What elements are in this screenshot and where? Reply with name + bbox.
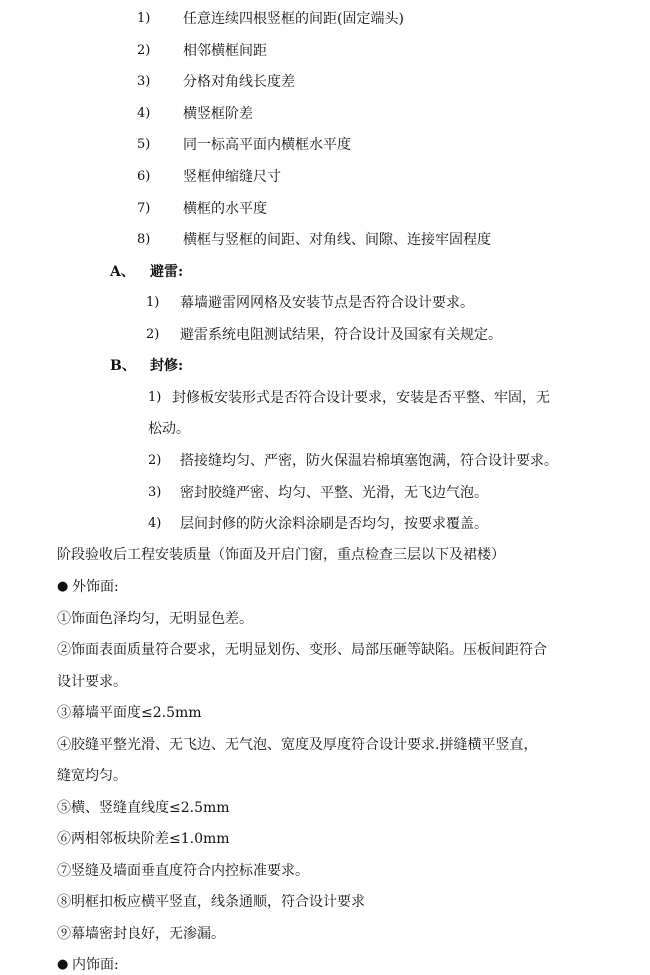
exterior-item-continued: 设计要求。 xyxy=(57,674,127,690)
list-item-number: 3) xyxy=(148,485,162,500)
exterior-item: ⑤横、竖缝直线度≤2.5mm xyxy=(57,800,230,816)
list-item-number: 2) xyxy=(148,453,162,468)
list-item-text-continued: 松动。 xyxy=(148,421,190,437)
section-b-title: 封修: xyxy=(150,358,184,374)
list-item-text: 分格对角线长度差 xyxy=(183,74,295,90)
section-a-title: 避雷: xyxy=(150,264,184,280)
list-item-number: 5) xyxy=(137,137,151,152)
list-item-text: 封修板安装形式是否符合设计要求，安装是否平整、牢固，无 xyxy=(172,390,550,406)
list-item-text: 横框的水平度 xyxy=(183,201,267,217)
list-item-number: 1) xyxy=(137,11,151,26)
list-item-number: 8) xyxy=(137,232,151,247)
exterior-item-continued: 缝宽均匀。 xyxy=(57,768,127,784)
list-item-text: 相邻横框间距 xyxy=(183,43,267,59)
section-a-label: A、 xyxy=(110,264,135,280)
list-item-number: 3) xyxy=(137,74,151,89)
section-b-label: B、 xyxy=(110,358,136,374)
list-item-text: 避雷系统电阻测试结果，符合设计及国家有关规定。 xyxy=(180,327,502,343)
list-item-number: 1) xyxy=(146,295,160,310)
bullet-icon: ● xyxy=(57,579,69,594)
exterior-item: ④胶缝平整光滑、无飞边、无气泡、宽度及厚度符合设计要求.拼缝横平竖直， xyxy=(57,737,538,753)
list-item-text: 横框与竖框的间距、对角线、间隙、连接牢固程度 xyxy=(183,232,491,248)
list-item-number: 4) xyxy=(148,516,162,531)
list-item-number: 4) xyxy=(137,106,151,121)
exterior-heading: 外饰面: xyxy=(72,579,119,595)
list-item-number: 2) xyxy=(146,327,160,342)
exterior-item: ②饰面表面质量符合要求，无明显划伤、变形、局部压砸等缺陷。压板间距符合 xyxy=(57,642,547,658)
bullet-icon: ● xyxy=(57,957,69,972)
exterior-item: ⑥两相邻板块阶差≤1.0mm xyxy=(57,831,230,847)
exterior-item: ⑨幕墙密封良好，无渗漏。 xyxy=(57,926,225,942)
list-item-text: 任意连续四根竖框的间距(固定端头) xyxy=(183,11,404,27)
list-item-number: 7) xyxy=(137,201,151,216)
list-item-text: 竖框伸缩缝尺寸 xyxy=(183,169,281,185)
exterior-item: ⑧明框扣板应横平竖直，线条通顺，符合设计要求 xyxy=(57,894,365,910)
list-item-number: 1) xyxy=(148,390,162,405)
list-item-text: 层间封修的防火涂料涂刷是否均匀，按要求覆盖。 xyxy=(180,516,488,532)
list-item-text: 幕墙避雷网网格及安装节点是否符合设计要求。 xyxy=(180,295,474,311)
exterior-item: ⑦竖缝及墙面垂直度符合内控标准要求。 xyxy=(57,863,309,879)
exterior-item: ③幕墙平面度≤2.5mm xyxy=(57,705,202,721)
exterior-item: ①饰面色泽均匀，无明显色差。 xyxy=(57,611,253,627)
list-item-number: 2) xyxy=(137,43,151,58)
list-item-text: 横竖框阶差 xyxy=(183,106,253,122)
stage-acceptance-heading: 阶段验收后工程安装质量（饰面及开启门窗，重点检查三层以下及裙楼） xyxy=(57,547,505,563)
list-item-text: 密封胶缝严密、均匀、平整、光滑，无飞边气泡。 xyxy=(180,485,488,501)
list-item-text: 搭接缝均匀、严密，防火保温岩棉填塞饱满，符合设计要求。 xyxy=(180,453,558,469)
interior-heading: 内饰面: xyxy=(72,957,119,973)
list-item-text: 同一标高平面内横框水平度 xyxy=(183,137,351,153)
list-item-number: 6) xyxy=(137,169,151,184)
